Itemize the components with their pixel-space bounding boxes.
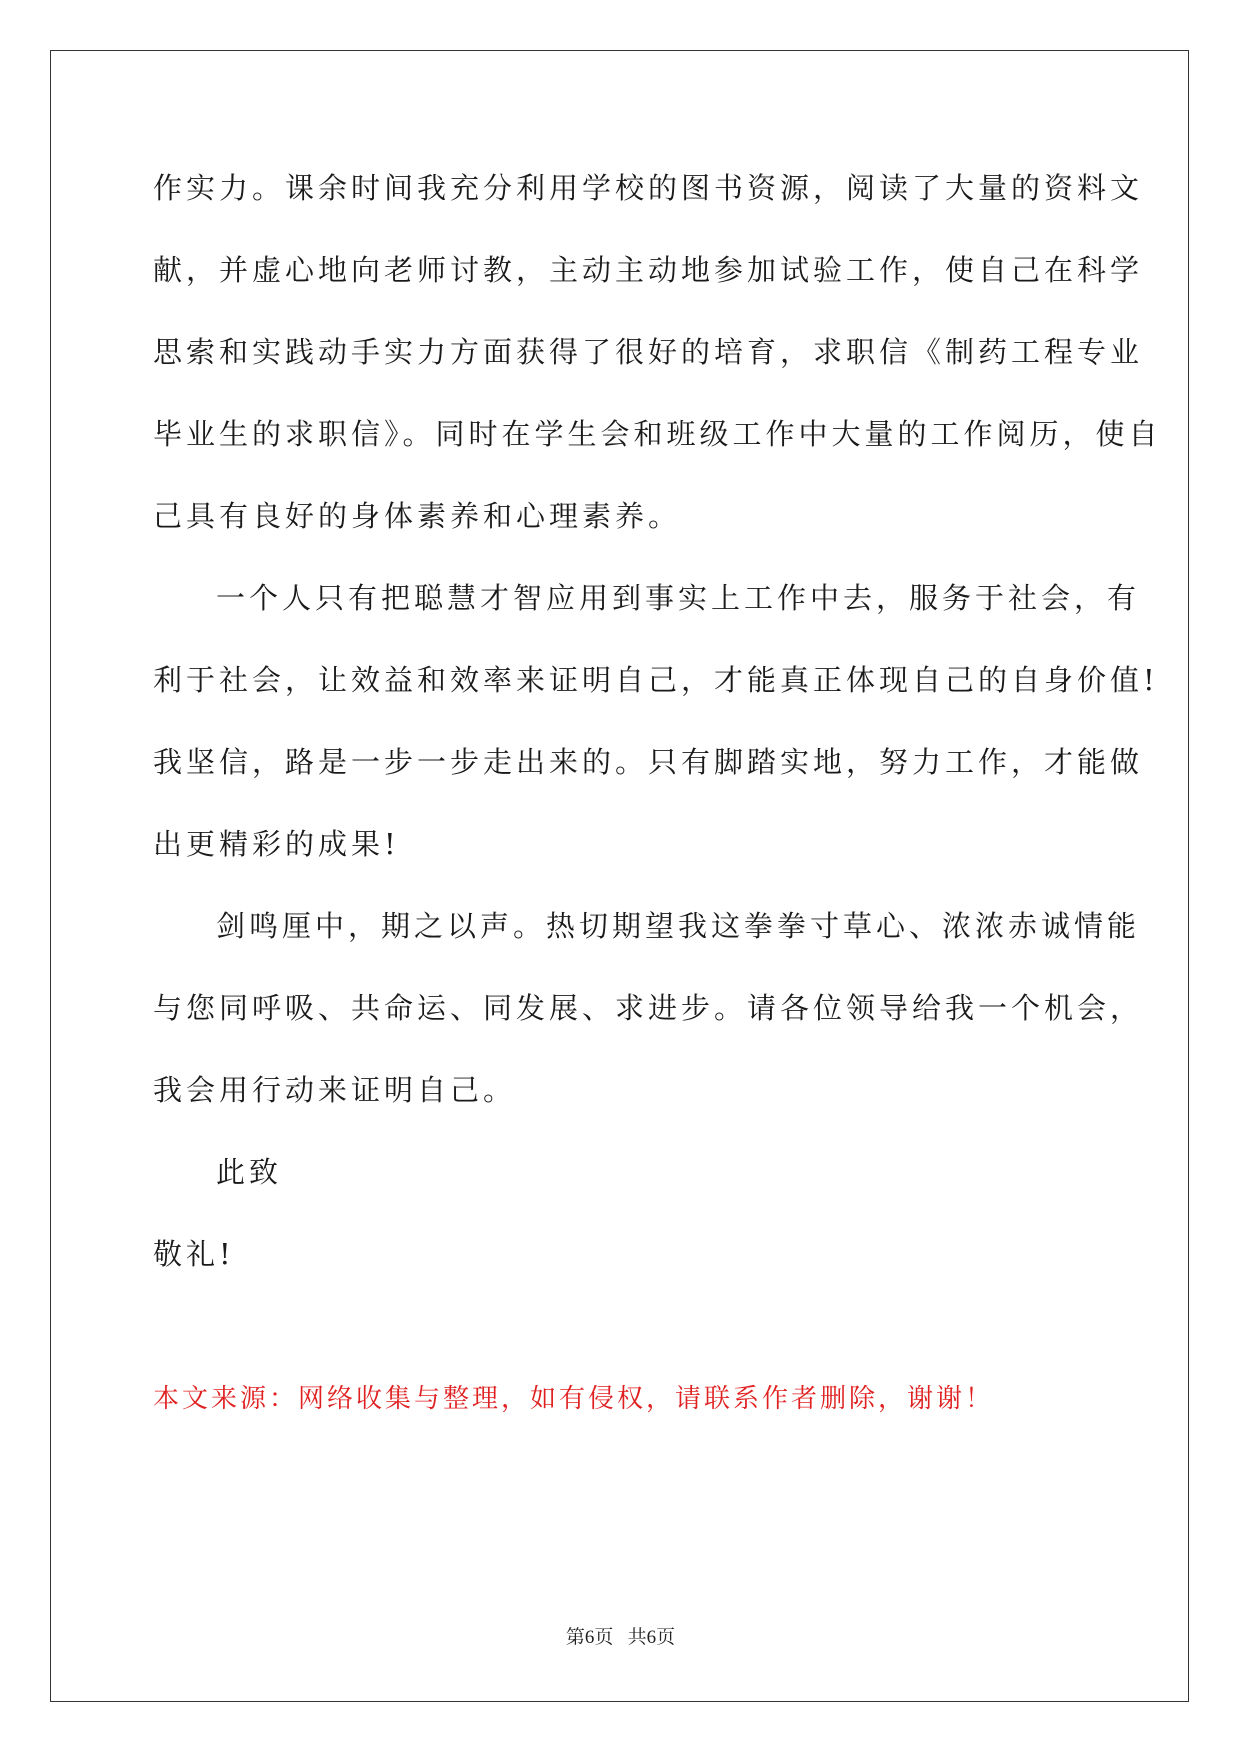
text-line: 思索和实践动手实力方面获得了很好的培育，求职信《制药工程专业 xyxy=(153,335,1144,369)
source-note: 本文来源：网络收集与整理，如有侵权，请联系作者删除，谢谢！ xyxy=(153,1384,995,1414)
text-line: 己具有良好的身体素养和心理素养。 xyxy=(153,499,682,533)
text-line: 作实力。课余时间我充分利用学校的图书资源，阅读了大量的资料文 xyxy=(153,171,1144,205)
text-line: 敬礼! xyxy=(153,1237,235,1271)
text-line: 此致 xyxy=(216,1155,283,1189)
page-number: 第6页 xyxy=(565,1627,614,1648)
text-line: 献，并虚心地向老师讨教，主动主动地参加试验工作，使自己在科学 xyxy=(153,253,1144,287)
document-body xyxy=(153,163,1162,1311)
text-line: 利于社会，让效益和效率来证明自己，才能真正体现自己的自身价值! xyxy=(153,663,1159,697)
text-line: 我坚信，路是一步一步走出来的。只有脚踏实地，努力工作，才能做 xyxy=(153,745,1144,779)
text-line: 与您同呼吸、共命运、同发展、求进步。请各位领导给我一个机会， xyxy=(153,991,1144,1025)
text-line: 我会用行动来证明自己。 xyxy=(153,1073,517,1107)
text-line: 毕业生的求职信》。同时在学生会和班级工作中大量的工作阅历，使自 xyxy=(153,417,1162,451)
text-line: 出更精彩的成果! xyxy=(153,827,400,861)
text-line: 剑鸣厘中，期之以声。热切期望我这拳拳寸草心、浓浓赤诚情能 xyxy=(216,909,1141,943)
total-pages: 共6页 xyxy=(627,1627,676,1648)
text-line: 一个人只有把聪慧才智应用到事实上工作中去，服务于社会，有 xyxy=(216,581,1141,615)
page-footer xyxy=(0,1622,1241,1649)
